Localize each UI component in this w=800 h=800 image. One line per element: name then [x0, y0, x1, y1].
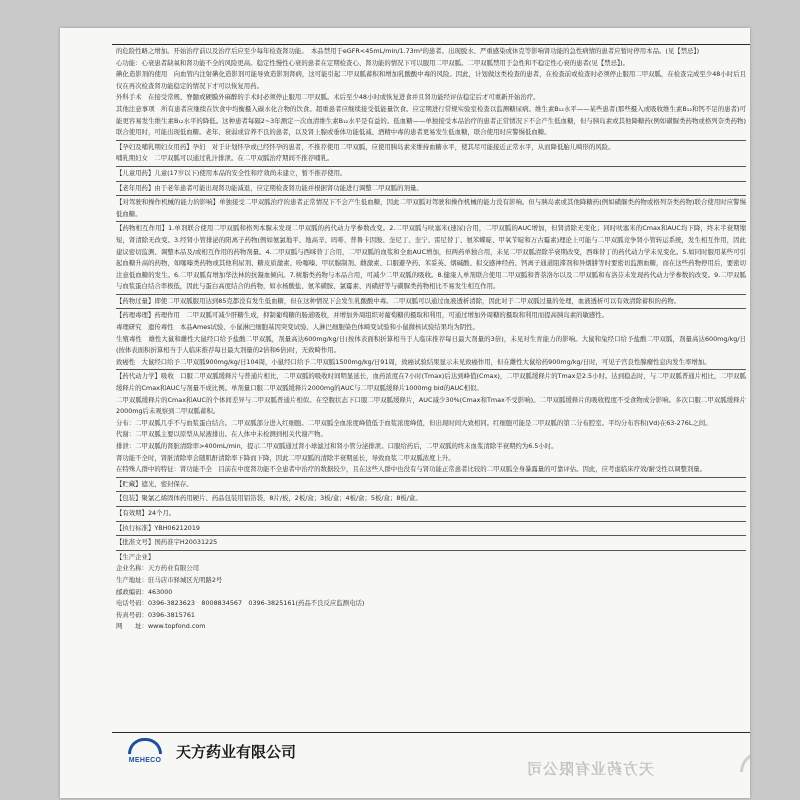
leaflet-paragraph: 在特殊人群中的特征：肾功能不全 目前在中度肾功能不全患者中治疗的数据较少，且在这些人群中也没有与肾功能正常患者比较的二甲双胍全身暴露量的可靠评估。因此，应考虑临床疗效/耐受性以调整剂量。: [116, 465, 707, 474]
leaflet-paragraph: 【对驾驶和操作机械的能力的影响】单独接受二甲双胍治疗的患者正常情况下不会产生低血糖，因此二甲双胍对驾驶和操作机械的能力没有影响。但与胰岛素或其他降糖药(例如磺脲类药物或格列奈类药物)联合使用时应警惕低血糖。: [116, 198, 746, 218]
leaflet-paragraph: 肾功能不全时，肾脏清除率会随肌酐清除率下降而下降，因此二甲双胍的清除半衰期延长，导致血浆二甲双胍浓度上升。: [116, 453, 455, 462]
leaflet-paragraph: 【孕妇及哺乳期妇女用药】孕妇 对于计划怀孕或已经怀孕的患者，不推荐使用二甲双胍，应使用胰岛素来维持血糖水平，使其尽可能接近正常水平，从而降低胎儿畸形的风险。: [116, 142, 615, 151]
section-divider: [116, 221, 746, 222]
leaflet-paragraph: 二甲双胍缓释片的Cmax和AUC的个体间差异与二甲双胍普通片相似。在空腹状态下口服二甲双胍缓释片，AUC减少30%(Cmax和Tmax不受影响)。二甲双胍缓释片的吸收程度不受食物成分影响。多次口服二甲双胍缓释片2000mg后未观察到二甲双胍蓄积。: [116, 395, 746, 416]
leaflet-paragraph: 【药理毒理】药理作用 二甲双胍可减少肝糖生成，抑制葡萄糖的肠道吸收，并增加外周组织对葡萄糖的摄取和利用，可通过增加外周糖的摄取和利用而提高胰岛素的敏感性。: [116, 311, 609, 320]
company-name-bleed-through: 天方药业有限公司: [526, 760, 655, 778]
leaflet-paragraph: 【包装】聚氯乙烯固体药用硬片、药品包装用铝箔袋，8片/板，2板/盒；3板/盒；4板/盒；5板/盒；8板/盒。: [116, 494, 422, 503]
section-divider: [116, 491, 746, 492]
leaflet-paragraph: 传真号码：0396-3815761: [116, 610, 195, 619]
leaflet-paragraph: 企业名称：天方药业有限公司: [116, 564, 200, 573]
leaflet-paragraph: 【老年用药】由于老年患者可能出现肾功能减退，应定期检查肾功能并根据肾功能进行调整二甲双胍的剂量。: [116, 183, 423, 192]
logo-bleed-through-icon: [740, 752, 750, 772]
leaflet-paragraph: 其他注意事项 所有患者应继续在饮食中均衡摄入碳水化合物的饮食。超重患者应继续接受低能量饮食。应定期进行常规实验室检查以监测糖尿病。维生素B₁₂水平——某些患者(那些摄入或吸收维生素B₁₂和钙不足的患者)可能更容易发生维生素B₁₂水平的降低。这种患者每隔2~3年测定一次血清维生素B₁₂水平是有益的。低血糖——单独接受本品治疗的患者正常情况下不会产生低血糖，但与胰岛素或其他降糖药(例如磺脲类药物或格列奈类药物)联合使用时，可能出现低血糖。老年、衰弱或营养不良的患者，以及肾上腺或垂体功能低减、酒精中毒的患者更易发生低血糖，联合使用时应警惕低血糖。: [116, 104, 746, 137]
leaflet-paragraph: 【儿童用药】儿童(17岁以下)使用本品的安全性和疗效尚未建立，暂不推荐使用。: [116, 168, 347, 177]
section-divider: [116, 195, 746, 196]
leaflet-paragraph: 【药代动力学】吸收 口服二甲双胍缓释片与普通片相比，二甲双胍的吸收时间明显延长，血药浓度在7小时(Tmax)后达到峰值(Cmax)，二甲双胍缓释片的Tmax是2.5小时。达到稳态时，与二甲双胍普通片相比，二甲双胍缓释片的Cmax和AUC与剂量不成比例。单剂量口服二甲双胍缓释片2000mg的AUC与二甲双胍缓释片1000mg bid的AUC相似。: [116, 372, 746, 393]
leaflet-paragraph: 网 址：www.topfond.com: [116, 622, 206, 631]
meheco-logo-icon: [122, 738, 168, 764]
section-divider: [116, 506, 746, 507]
section-divider: [116, 181, 746, 182]
leaflet-paragraph: 【有效期】24个月。: [116, 508, 176, 517]
leaflet-paragraph: 生产地址：驻马店市驿城区光明路2号: [116, 575, 223, 584]
section-divider: [116, 521, 746, 522]
leaflet-paragraph: 心功能：心衰患者缺氧和肾功能不全的风险更高。稳定性慢性心衰的患者在定期检查心、肾功能的情况下可以服用二甲双胍。二甲双胍禁用于急性和不稳定性心衰的患者(见【禁忌】)。: [116, 58, 630, 67]
leaflet-paragraph: 哺乳期妇女 二甲双胍可以通过乳汁排泄。在二甲双胍治疗期间不推荐哺乳。: [116, 154, 334, 163]
section-divider: [116, 140, 746, 141]
leaflet-paragraph: 【执行标准】YBH06212019: [116, 523, 200, 532]
section-divider: [116, 550, 746, 551]
leaflet-paragraph: 【生产企业】: [116, 552, 155, 561]
footer-brand: [122, 738, 296, 764]
section-divider: [116, 477, 746, 478]
leaflet-paragraph: 【药物过量】即使二甲双胍服用达到85克都没有发生低血糖，但在这种情况下会发生乳酸酸中毒。二甲双胍可以通过血液透析清除，因此对于二甲双胍过量的处理，血液透析可以有效清除蓄积的药物。: [116, 296, 681, 305]
leaflet-content: [116, 46, 746, 633]
leaflet-paragraph: 毒理研究 遗传毒性 本品Ames试验、小鼠淋巴细胞基因突变试验、人淋巴细胞染色体畸变试验和小鼠微核试验结果均为阴性。: [116, 323, 479, 332]
leaflet-paragraph: 排泄：二甲双胍的肾脏清除率>400mL/min，提示二甲双胍通过肾小球滤过和肾小管分泌排泄。口服给药后，二甲双胍的终末血浆清除半衰期约为6.5小时。: [116, 442, 558, 450]
leaflet-paragraph: 【药物相互作用】1.单剂联合使用二甲双胍和格列本脲未发现二甲双胍的药代动力学参数改变。2.二甲双胍与呋塞米(速尿)合用，二甲双胍的AUC增加，但肾清除无变化；同时呋塞米的Cmax和AUC均下降，终末半衰期缩短，肾清除无改变。3.经肾小管排泌的阳离子药物(例如氨氯地平、地高辛、吗啡、普鲁卡因胺、奎尼丁、奎宁、雷尼替丁、氨苯蝶啶、甲氧苄啶和万古霉素)理论上可能与二甲双胍竞争肾小管转运系统，发生相互作用，因此建议密切监测、调整本品及/或相互作用的药物剂量。4.二甲双胍与西咪替丁合用，二甲双胍的血浆和全血AUC增加，但两药单独合用，未见二甲双胍清除半衰期改变，西咪替丁的药代动力学未见变化。5.如同时服用某些可引起血糖升高的药物，如噻嗪类药物或其他利尿剂、糖皮质激素、吩噻嗪、甲状腺制剂、雌激素、口服避孕药、苯妥英、烟碱酸、拟交感神经药、钙离子通道阻滞剂和异烟肼等时要密切监测血糖，而在这些药物停用后，要密切注意低血糖的发生。6.二甲双胍有增加华法林的抗凝血倾向。7.树脂类药物与本品合用，可减少二甲双胍的吸收。8.健康人单剂联合使用二甲双胍和普萘洛尔以及二甲双胍和布洛芬未发现药代动力学参数的改变。9.二甲双胍与血浆蛋白结合率极低，因此与蛋白高度结合的药物，如水杨酸盐、氨苯磺胺、氯霉素、丙磺舒等与磺脲类药物相比不易发生相互作用。: [116, 224, 746, 291]
logo-text: MEHECO: [128, 757, 162, 764]
leaflet-paragraph: 代谢：二甲双胍主要以原型从尿液排出。在人体中未检测到相关代谢产物。: [116, 430, 327, 439]
leaflet-paragraph: 分布：二甲双胍几乎不与血浆蛋白结合。二甲双胍部分进入红细胞。二甲双胍全血浓度峰值低于血浆浓度峰值，但出现时间大致相同。红细胞可能是二甲双胍的第二分布腔室。平均分布容积(Vd)在63-276L之间。: [116, 418, 712, 427]
leaflet-paragraph: 【贮藏】遮光，密封保存。: [116, 479, 193, 488]
leaflet-paragraph: 邮政编码：463000: [116, 587, 173, 596]
leaflet-paragraph: 【批准文号】国药准字H20031225: [116, 538, 218, 547]
section-divider: [116, 535, 746, 536]
leaflet-paragraph: 的危险性略之增加。开始治疗前以及治疗后应至少每年检查肾功能。 本品禁用于eGFR<45mL/min/1.73m²的患者。出现脱水、严重感染或休克等影响肾功能的急性病情的患者应暂时停用本品。(见【禁忌】): [116, 47, 700, 55]
leaflet-paragraph: 生殖毒性 雄性大鼠和雌性大鼠经口给予盐酸二甲双胍，剂量高达600mg/kg/日(按体表面积折算相当于人临床推荐每日最大剂量的3倍)，未见对生育能力的影响。大鼠和兔经口给予盐酸二甲双胍，剂量高达600mg/kg/日(按体表面积折算相当于人临床推荐每日最大剂量的2倍和6倍)时，无致畸作用。: [116, 334, 746, 355]
section-divider: [116, 308, 746, 309]
leaflet-paragraph: 外科手术 在接受常规、脊髓或硬膜外麻醉的手术时必须停止服用二甲双胍。术后至少48小时或恢复进食并且肾功能经评估稳定后才可重新开始治疗。: [116, 93, 540, 102]
leaflet-paragraph: 致癌性 大鼠经口给予二甲双胍900mg/kg/日104周，小鼠经口给予二甲双胍1500mg/kg/日91周，致癌试验结果显示未见致癌作用，但在雌性大鼠给药900mg/kg/日时，可见子宫良性腺瘤性息肉发生率增加。: [116, 357, 711, 366]
section-divider: [116, 369, 746, 370]
leaflet-sheet: [60, 28, 750, 798]
leaflet-paragraph: 碘化造影剂的使用 向血管内注射碘化造影剂可能导致造影剂肾病，这可能引起二甲双胍蓄积和增加乳酸酸中毒的风险。因此，计划做这类检查的患者，在检查前或检查时必须停止服用二甲双胍，在检查完成至少48小时后且仅在再次检查肾功能稳定的情况下才可以恢复用药。: [116, 70, 746, 90]
company-name: 天方药业有限公司: [176, 742, 297, 761]
section-divider: [116, 166, 746, 167]
leaflet-paragraph: 电话号码：0396-3823623 8008834567 0396-3825161(药品不良反应监测电话): [116, 599, 365, 608]
section-divider: [116, 294, 746, 295]
